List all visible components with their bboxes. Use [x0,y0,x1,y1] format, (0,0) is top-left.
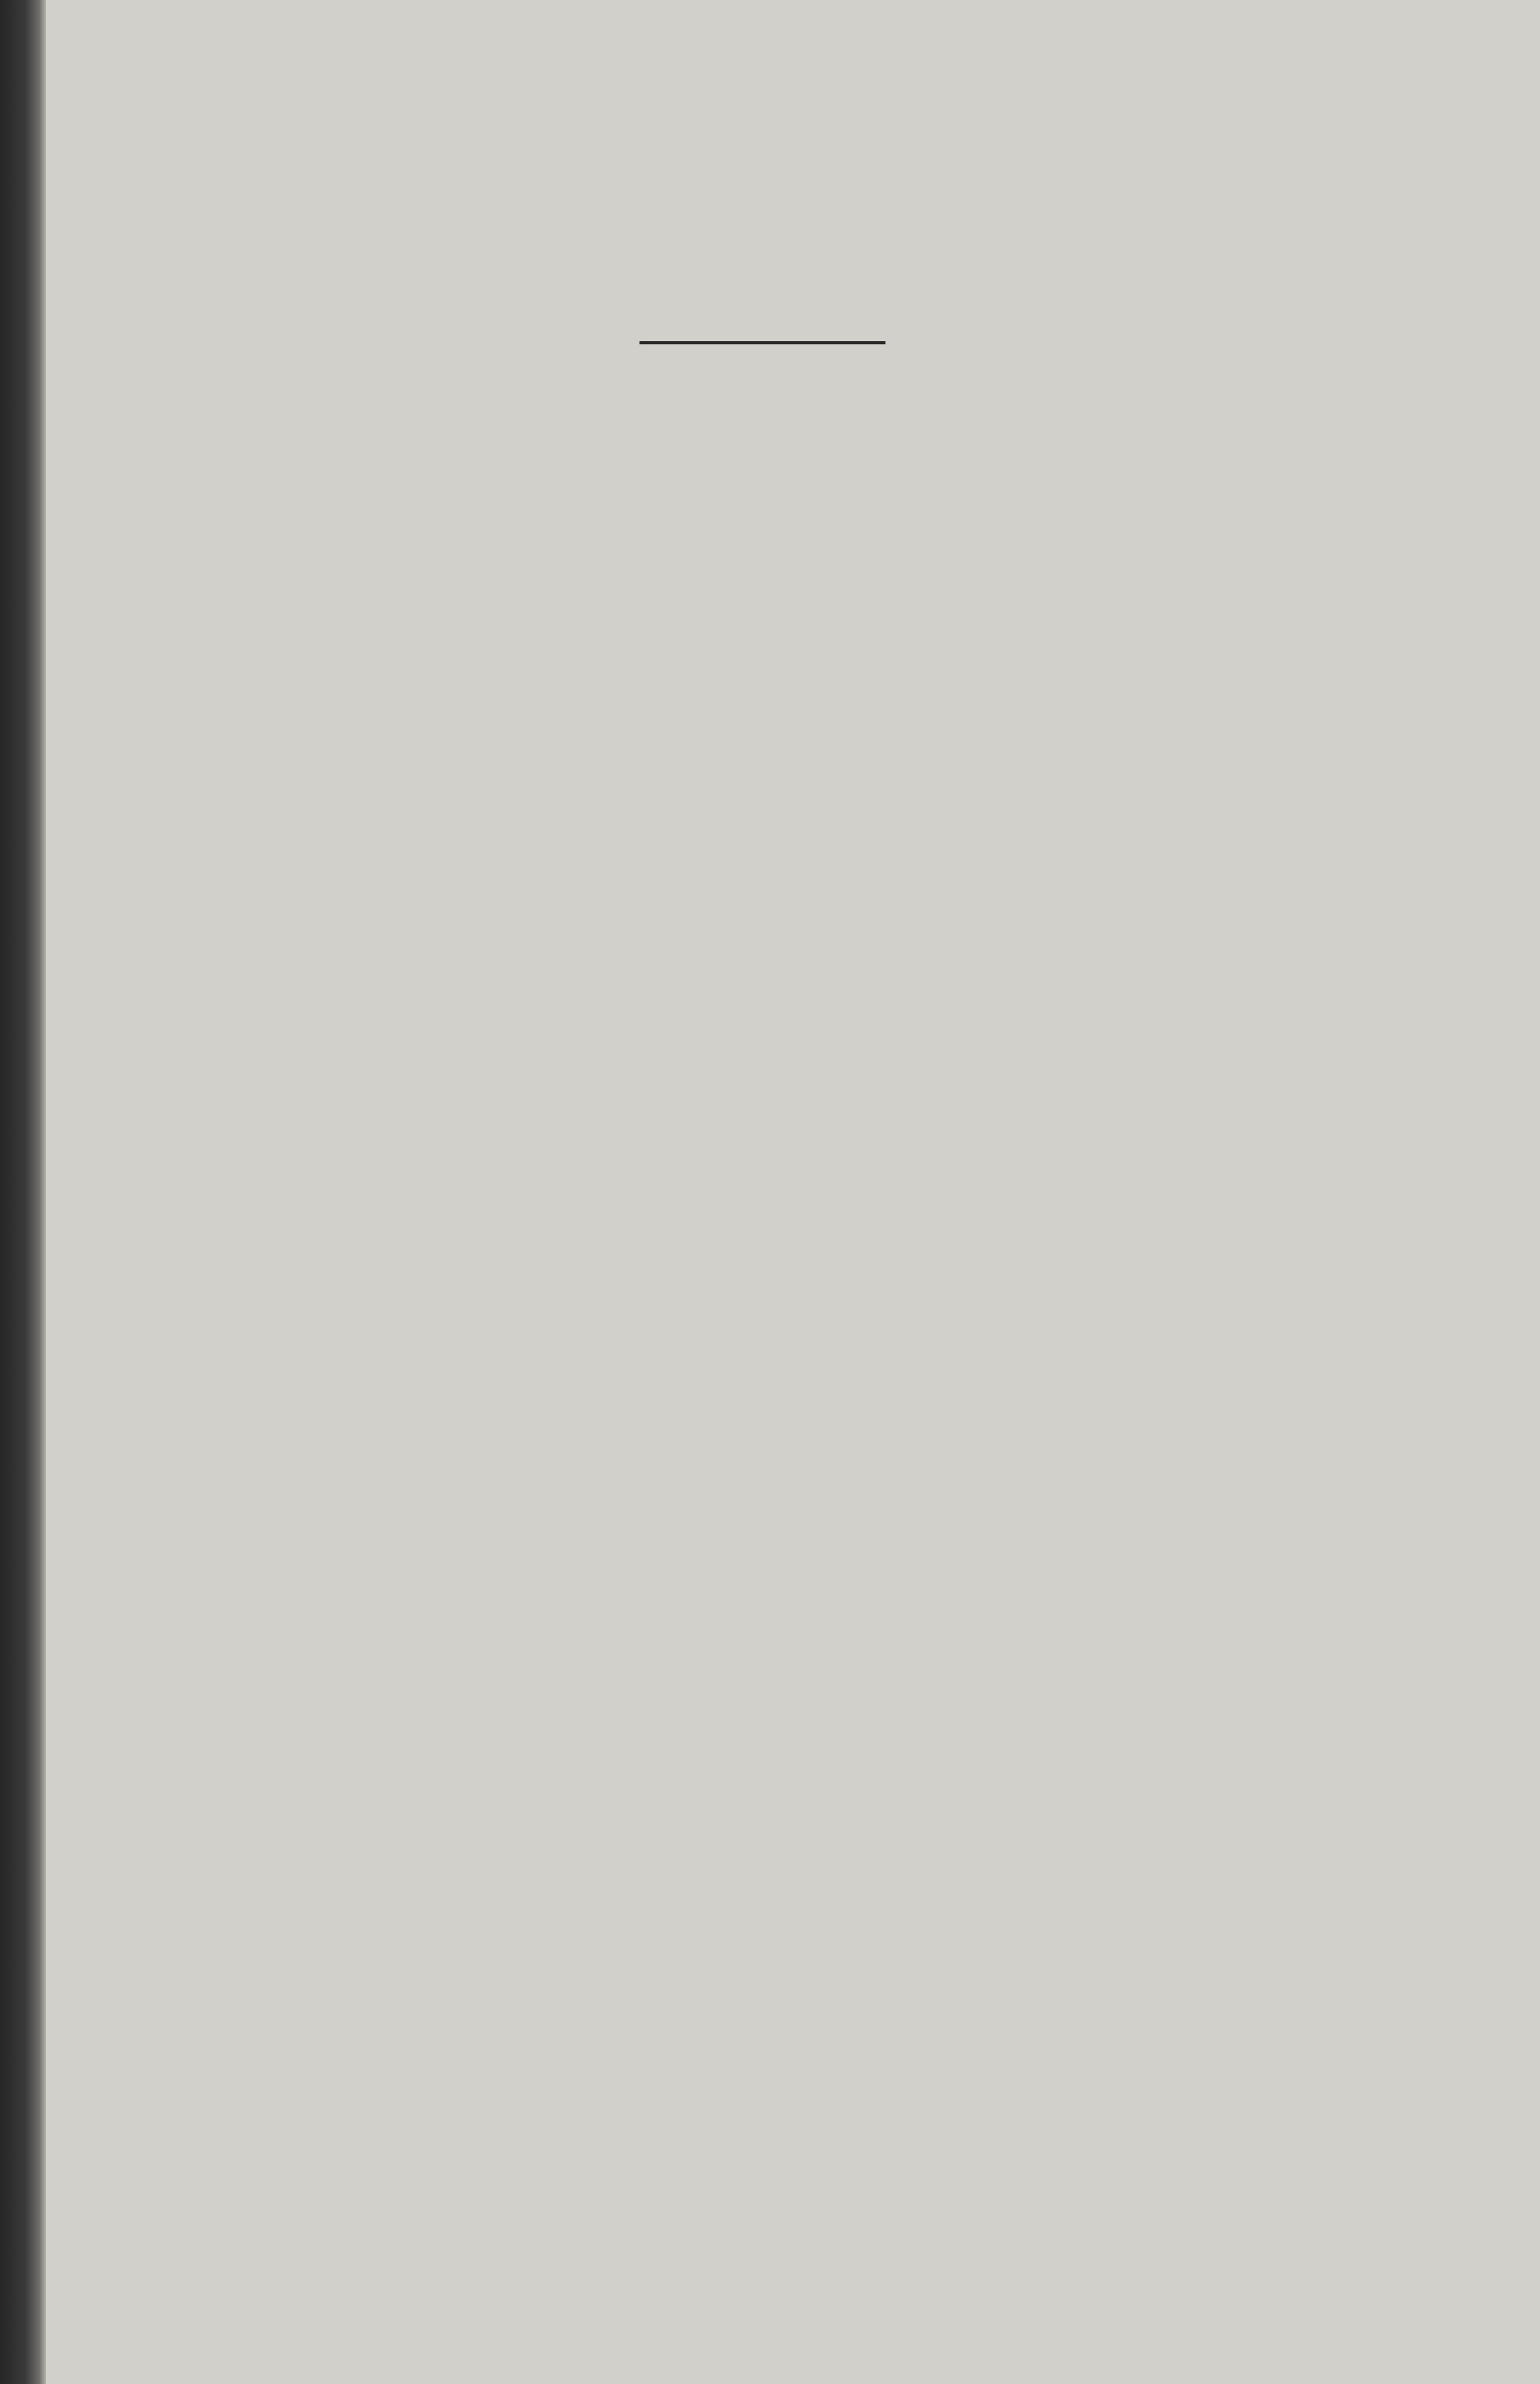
book-binding-shadow [0,0,46,2384]
document-page [46,0,1540,2384]
title-rule [639,341,885,344]
